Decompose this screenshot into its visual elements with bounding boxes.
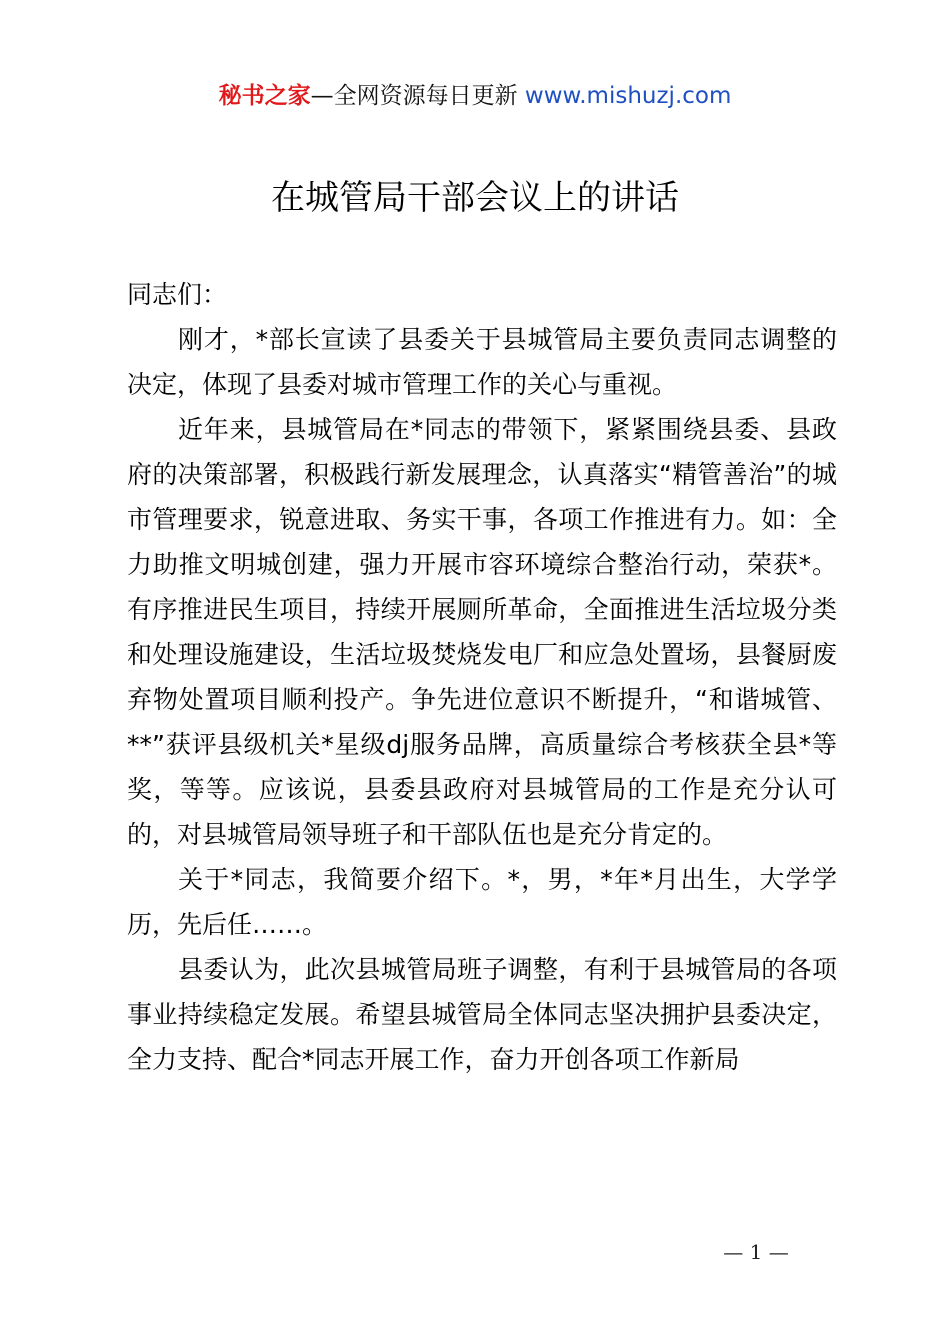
paragraph: 近年来，县城管局在*同志的带领下，紧紧围绕县委、县政府的决策部署，积极践行新发展理念，认真落实“精管善治”的城市管理要求，锐意进取、务实干事，各项工作推进有力。如：全力助推文明城创建，强力开展市容环境综合整治行动，荣获*。有序推进民生项目，持续开展厕所革命，全面推进生活垃圾分类和处理设施建设，生活垃圾焚烧发电厂和应急处置场，县餐厨废弃物处置项目顺利投产。争先进位意识不断提升，“和谐城管、**”获评县级机关*星级dj服务品牌，高质量综合考核获全县*等奖，等等。应该说，县委县政府对县城管局的工作是充分认可的，对县城管局领导班子和干部队伍也是充分肯定的。 (127, 415, 837, 849)
greeting: 同志们： (127, 280, 228, 309)
document-title: 在城管局干部会议上的讲话 (271, 178, 679, 218)
document-body (127, 272, 837, 1082)
site-brand: 秘书之家 (218, 83, 311, 109)
site-tagline: —全网资源每日更新 (310, 83, 525, 109)
paragraph: 县委认为，此次县城管局班子调整，有利于县城管局的各项事业持续稳定发展。希望县城管局全体同志坚决拥护县委决定，全力支持、配合*同志开展工作，奋力开创各项工作新局 (127, 955, 837, 1074)
page-number: — 1 — (723, 1240, 789, 1264)
paragraph: 关于*同志，我简要介绍下。*，男，*年*月出生，大学学历，先后任……。 (127, 865, 837, 939)
paragraph: 刚才，*部长宣读了县委关于县城管局主要负责同志调整的决定，体现了县委对城市管理工作的关心与重视。 (127, 325, 837, 399)
site-url-link[interactable]: www.mishuzj.com (524, 83, 732, 109)
site-header (0, 80, 950, 112)
